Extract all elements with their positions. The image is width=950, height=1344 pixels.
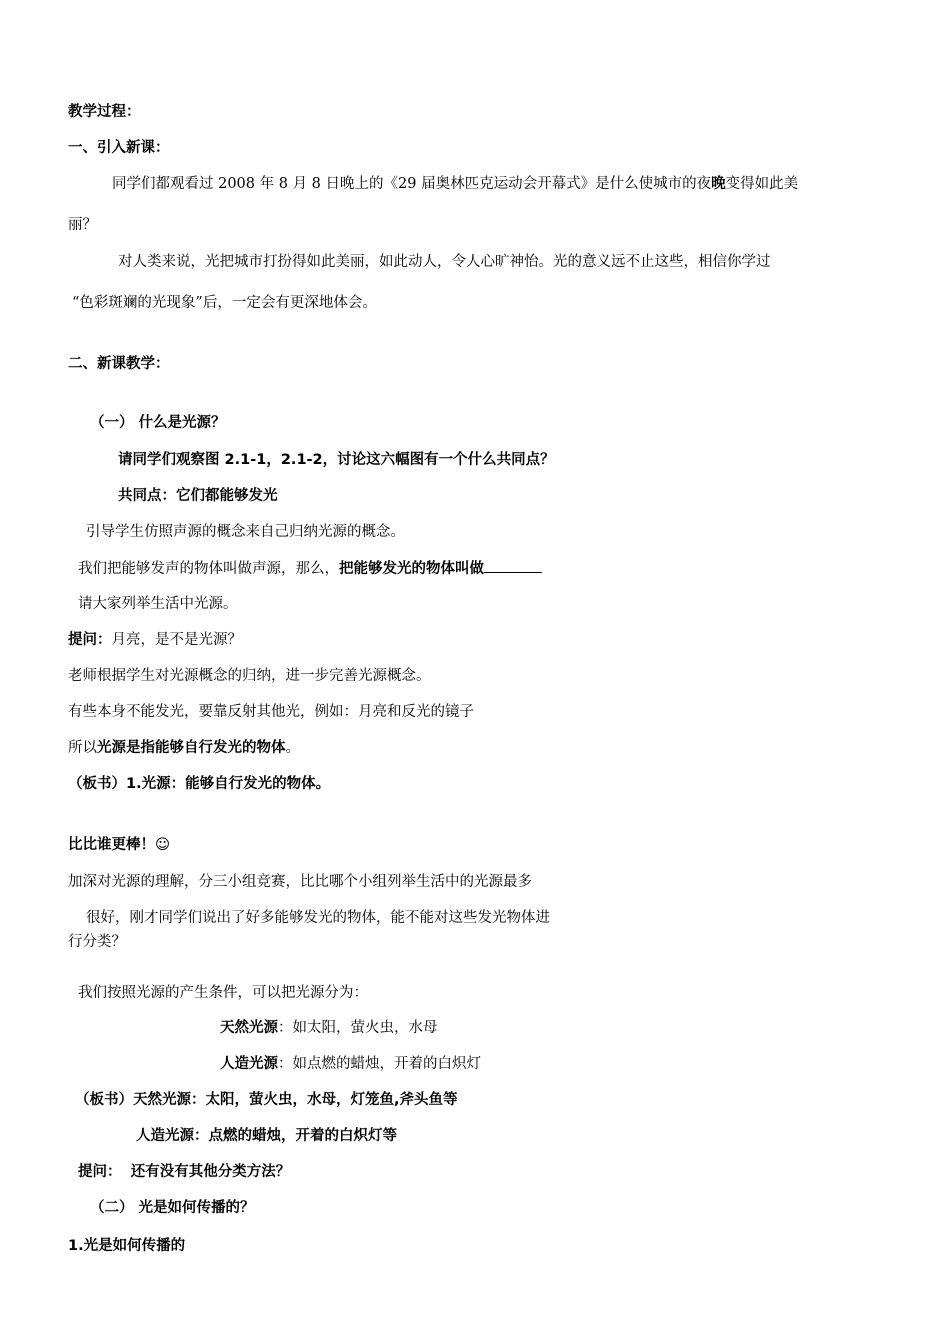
question-1-prompt: 请同学们观察图 2.1-1，2.1-2，讨论这六幅图有一个什么共同点？ [118,452,555,468]
board-note-3: 人造光源：点燃的蜡烛，开着的白炽灯等 [136,1128,397,1144]
ask-line-2: 提问： 还有没有其他分类方法？ [78,1164,291,1180]
good-line-cont: 行分类？ [68,934,126,950]
good-line: 很好，刚才同学们说出了好多能够发光的物体，能不能对这些发光物体进 [86,910,550,926]
list-line: 请大家列举生活中光源。 [78,596,238,612]
question-2: （二） 光是如何传播的？ [90,1200,255,1216]
paragraph-2: 对人类来说，光把城市打扮得如此美丽，如此动人，令人心旷神怡。光的意义远不止这些，相信你学过 [118,254,771,270]
question-1-answer: 共同点：它们都能够发光 [118,488,278,504]
teacher-line: 老师根据学生对光源概念的归纳，进一步完善光源概念。 [68,668,431,684]
guide-line: 引导学生仿照声源的概念来自己归纳光源的概念。 [86,524,405,540]
question-2-item-1: 1.光是如何传播的 [68,1238,186,1254]
section-intro: 一、引入新课： [68,140,170,156]
question-1: （一） 什么是光源？ [90,415,226,431]
reflect-line: 有些本身不能发光，要靠反射其他光，例如：月亮和反光的镜子 [68,704,474,720]
compete-title: 比比谁更棒！☺ [68,837,171,853]
natural-source-line: 天然光源：如太阳，萤火虫，水母 [220,1020,438,1036]
sound-source-line: 我们把能够发声的物体叫做声源，那么，把能够发光的物体叫做 [78,558,542,579]
heading: 教学过程： [68,104,141,120]
section-new-lesson: 二、新课教学： [68,356,170,372]
paragraph-1-cont: 丽？ [68,217,97,233]
classify-line: 我们按照光源的产生条件，可以把光源分为： [78,985,368,1001]
definition-line: 所以光源是指能够自行发光的物体。 [68,740,300,756]
fill-blank[interactable] [484,558,542,573]
paragraph-2-cont: “色彩斑斓的光现象”后，一定会有更深地体会。 [72,295,377,311]
deepen-line: 加深对光源的理解，分三小组竞赛，比比哪个小组列举生活中的光源最多 [68,874,532,890]
paragraph-1: 同学们都观看过 2008 年 8 月 8 日晚上的《29 届奥林匹克运动会开幕式》是什么使城市的夜晚变得如此美 [112,176,799,192]
board-note-2: （板书）天然光源：太阳，萤火虫，水母，灯笼鱼,斧头鱼等 [75,1092,458,1108]
artificial-source-line: 人造光源：如点燃的蜡烛，开着的白炽灯 [220,1056,481,1072]
board-note-1: （板书）1.光源：能够自行发光的物体。 [68,776,331,792]
ask-line: 提问：月亮，是不是光源？ [68,632,242,648]
